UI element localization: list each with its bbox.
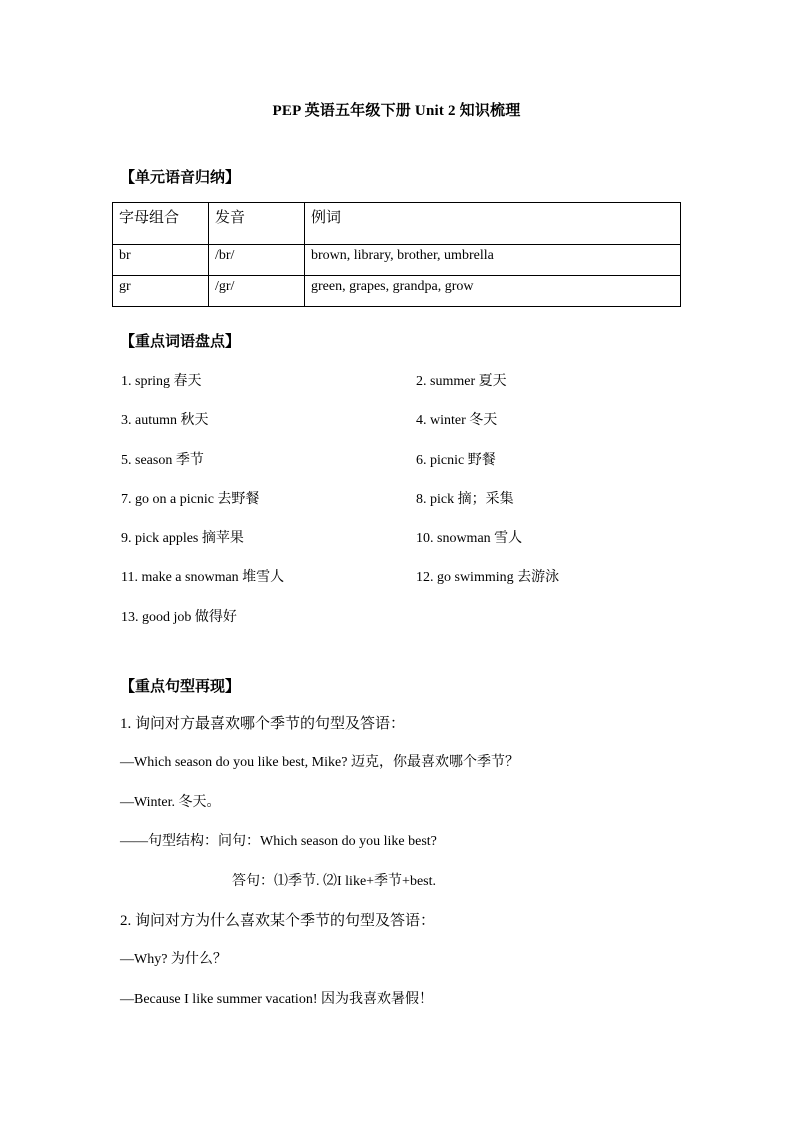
sentence-line: —Which season do you like best, Mike? 迈克，你最喜欢哪个季节？: [120, 755, 519, 770]
list-item: [121, 527, 681, 566]
section-heading-phonics: 【单元语音归纳】: [120, 170, 241, 186]
sentence-line: ——句型结构：问句：Which season do you like best?: [120, 834, 437, 849]
vocab-item: 5. season 季节: [121, 452, 204, 468]
vocab-item: 10. snowman 雪人: [416, 531, 523, 547]
table-cell: green, grapes, grandpa, grow: [305, 276, 681, 307]
vocab-item: 6. picnic 野餐: [416, 452, 496, 468]
table-row: [113, 245, 681, 276]
list-item: [121, 606, 681, 645]
list-item: [121, 449, 681, 488]
sentence-line: 答句：⑴季节. ⑵I like+季节+best.: [232, 874, 436, 889]
table-header-cell: 例词: [305, 203, 681, 245]
vocab-item: 13. good job 做得好: [121, 609, 237, 625]
vocab-item: 8. pick 摘；采集: [416, 491, 514, 507]
table-row: [113, 276, 681, 307]
vocab-item: 9. pick apples 摘苹果: [121, 531, 244, 547]
vocab-item: 11. make a snowman 堆雪人: [121, 570, 285, 586]
vocab-item: 12. go swimming 去游泳: [416, 570, 560, 586]
vocabulary-list: [121, 370, 681, 645]
list-item: [121, 409, 681, 448]
phonics-table: [112, 202, 681, 307]
vocab-item: 4. winter 冬天: [416, 413, 498, 429]
list-item: [121, 370, 681, 409]
page-title: PEP 英语五年级下册 Unit 2 知识梳理: [272, 103, 521, 119]
sentence-line: 2. 询问对方为什么喜欢某个季节的句型及答语：: [120, 913, 436, 929]
vocab-item: 7. go on a picnic 去野餐: [121, 491, 260, 507]
table-header-cell: 发音: [209, 203, 305, 245]
section-heading-vocabulary: 【重点词语盘点】: [120, 334, 241, 350]
table-header-row: [113, 203, 681, 245]
vocab-item: 1. spring 春天: [121, 374, 202, 389]
vocab-item: 3. autumn 秋天: [121, 413, 209, 429]
section-heading-sentences: 【重点句型再现】: [120, 679, 241, 695]
table-cell: brown, library, brother, umbrella: [305, 245, 681, 276]
sentence-line: 1. 询问对方最喜欢哪个季节的句型及答语：: [120, 716, 406, 732]
sentence-line: —Winter. 冬天。: [120, 795, 221, 810]
list-item: [121, 488, 681, 527]
table-cell: /gr/: [209, 276, 305, 307]
table-header-cell: 字母组合: [113, 203, 209, 245]
sentence-line: —Because I like summer vacation! 因为我喜欢暑假！: [120, 992, 433, 1007]
table-cell: gr: [113, 276, 209, 307]
table-cell: br: [113, 245, 209, 276]
sentence-line: —Why? 为什么？: [120, 952, 227, 967]
table-cell: /br/: [209, 245, 305, 276]
vocab-item: 2. summer 夏天: [416, 374, 507, 389]
list-item: [121, 566, 681, 605]
